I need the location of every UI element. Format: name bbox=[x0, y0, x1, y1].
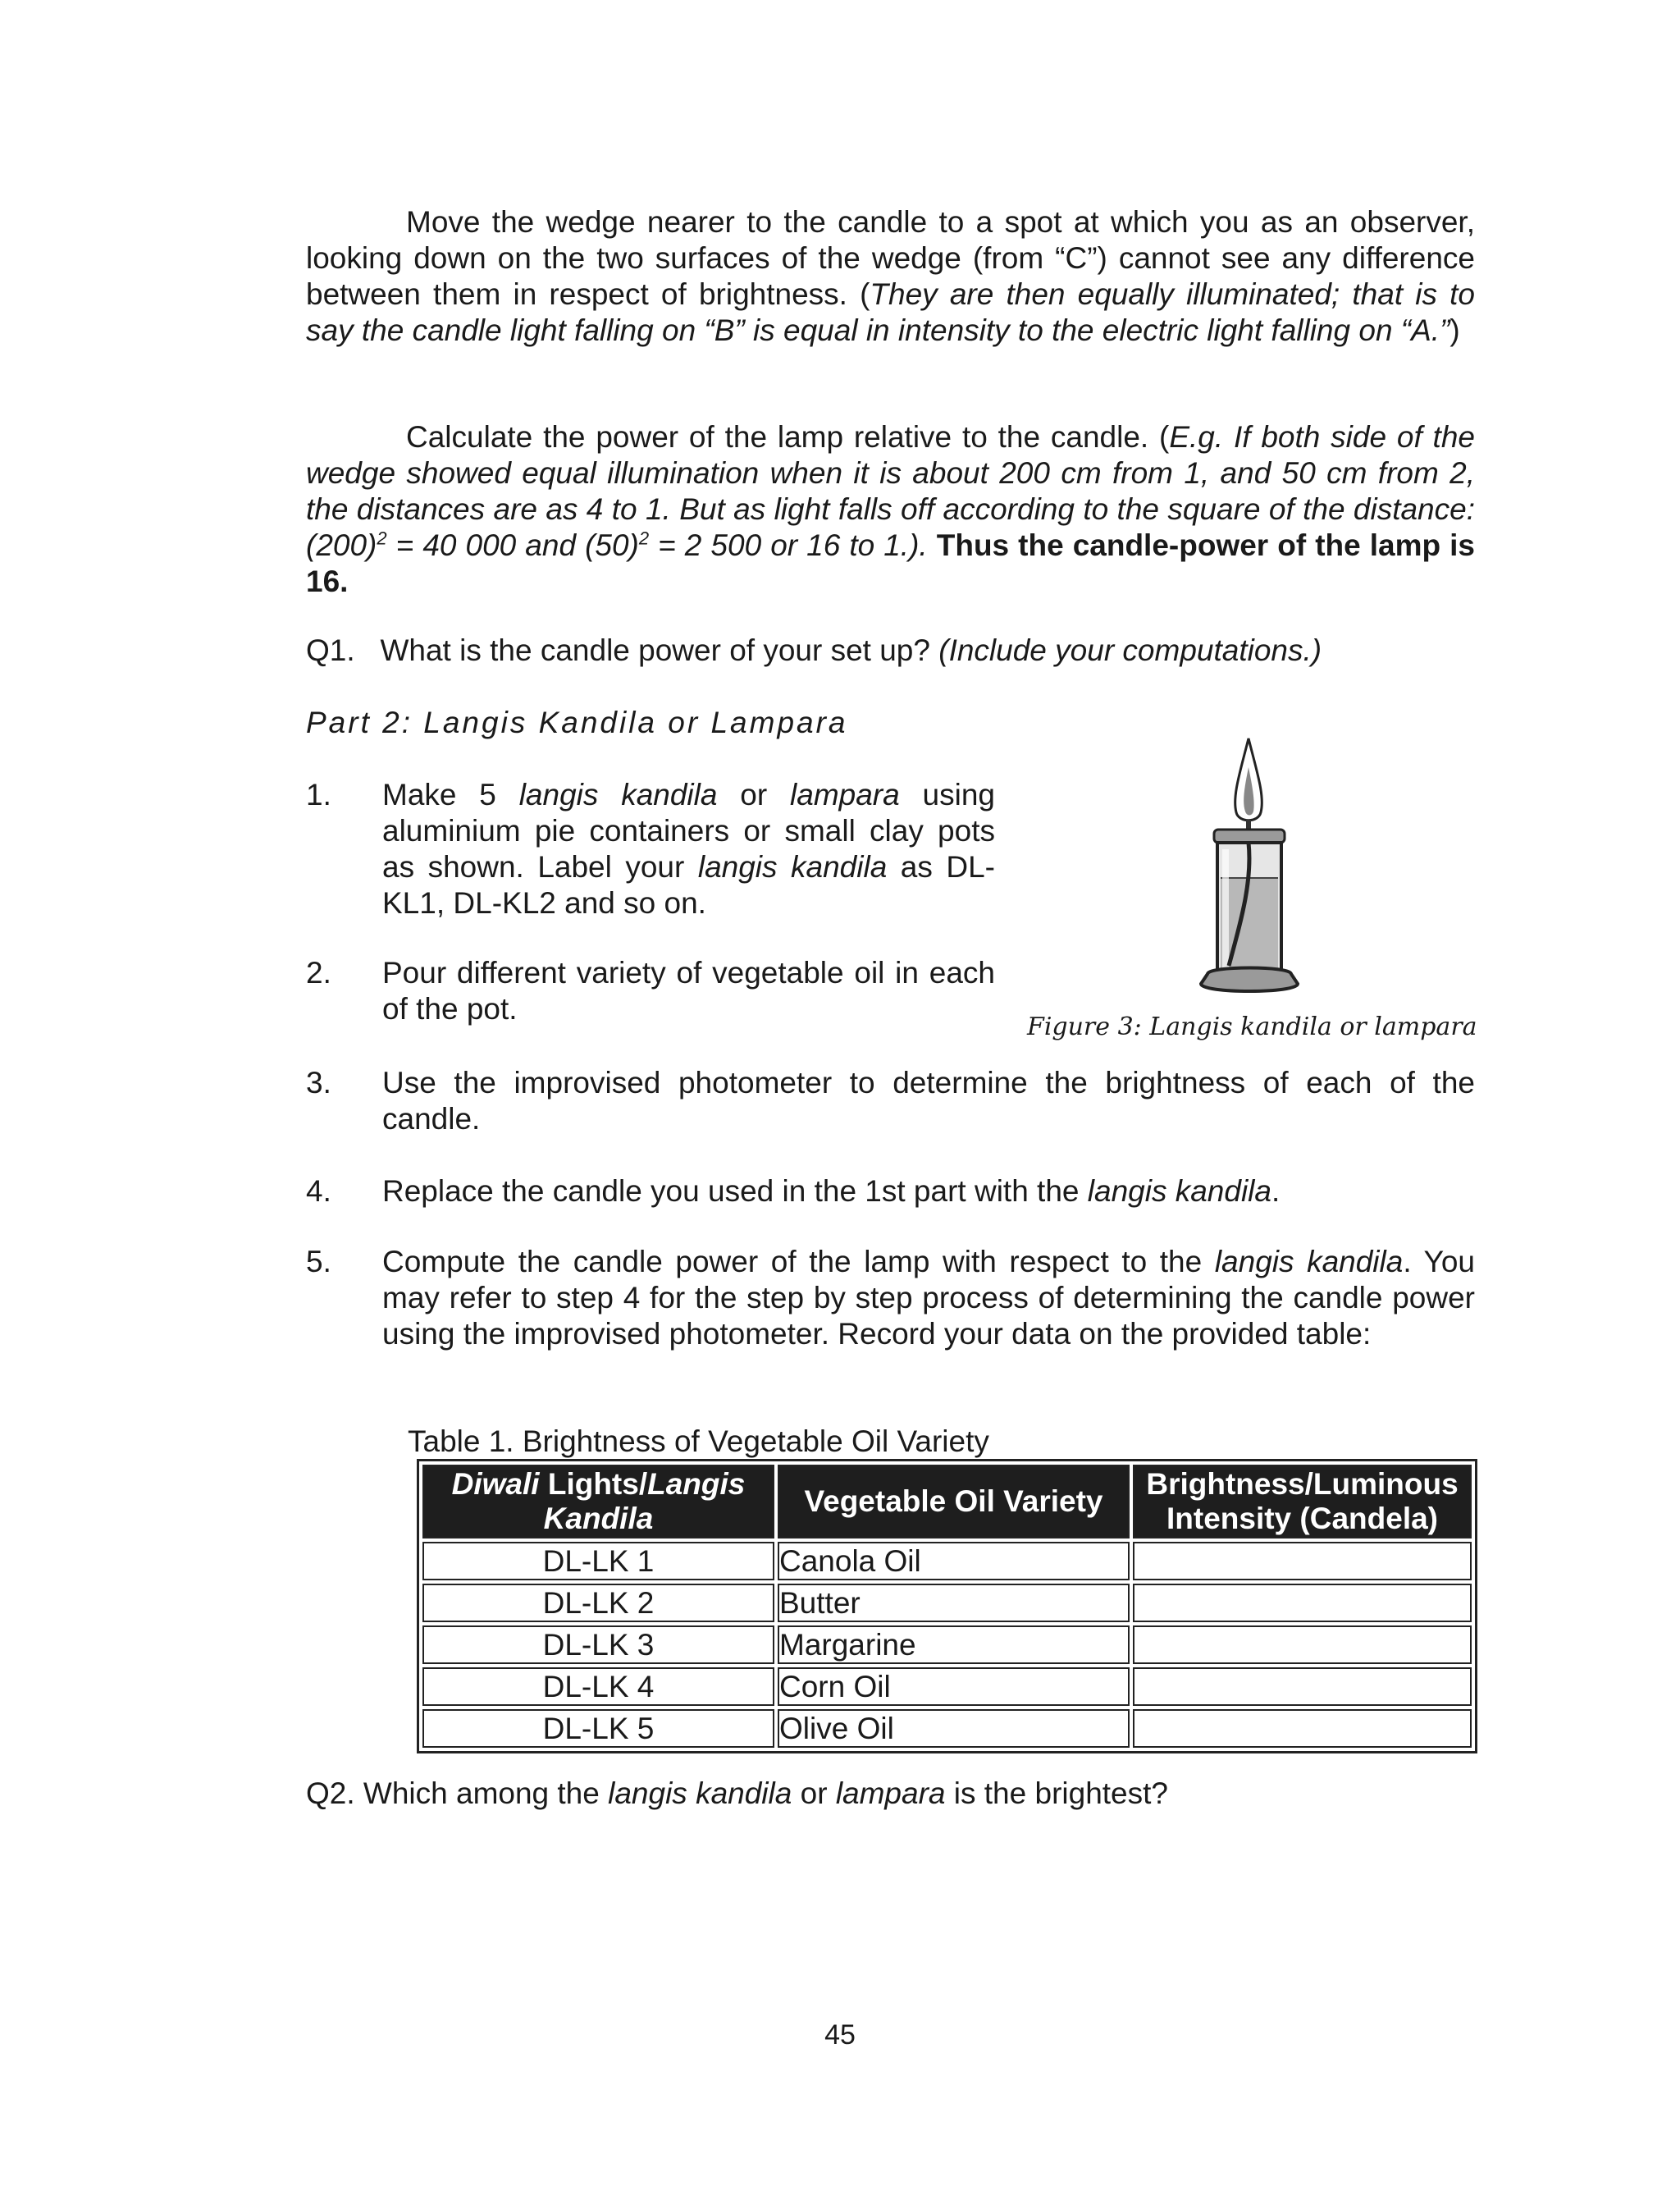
superscript: 2 bbox=[377, 528, 387, 549]
question-1 bbox=[306, 633, 1322, 669]
header-text: Lights/ bbox=[539, 1467, 648, 1501]
table-row bbox=[422, 1709, 1472, 1748]
cell-brightness bbox=[1133, 1584, 1472, 1622]
header-oil-variety: Vegetable Oil Variety bbox=[778, 1465, 1130, 1538]
table-row bbox=[422, 1584, 1472, 1622]
text: as DL-KL1, DL-KL2 and so on. bbox=[382, 850, 995, 920]
header-italic: Langis Kandila bbox=[543, 1467, 746, 1535]
cell-oil: Butter bbox=[778, 1584, 1130, 1622]
cell-lamp: DL-LK 5 bbox=[422, 1709, 774, 1748]
italic-text: langis kandila bbox=[697, 850, 888, 884]
cell-lamp: DL-LK 4 bbox=[422, 1667, 774, 1706]
cell-brightness bbox=[1133, 1542, 1472, 1580]
table-row bbox=[422, 1667, 1472, 1706]
question-text: What is the candle power of your set up? bbox=[380, 633, 939, 667]
question-italic: lampara bbox=[835, 1776, 946, 1810]
list-text: Use the improvised photometer to determine the brightness of each of the candle. bbox=[382, 1066, 1475, 1136]
list-number: 2. bbox=[306, 956, 331, 990]
header-lamp bbox=[422, 1465, 774, 1538]
cell-brightness bbox=[1133, 1667, 1472, 1706]
question-label: Q1. bbox=[306, 633, 355, 667]
list-item bbox=[306, 1065, 1475, 1139]
list-item bbox=[306, 777, 995, 925]
italic-text: langis kandila bbox=[1087, 1174, 1271, 1208]
cell-lamp: DL-LK 1 bbox=[422, 1542, 774, 1580]
list-number: 1. bbox=[306, 778, 331, 812]
list-text: Pour different variety of vegetable oil in each of the pot. bbox=[382, 956, 995, 1026]
text: Compute the candle power of the lamp with respect to the bbox=[382, 1245, 1215, 1278]
table-row bbox=[422, 1625, 1472, 1664]
table-header-row bbox=[422, 1465, 1472, 1538]
list-number: 3. bbox=[306, 1066, 331, 1100]
header-brightness: Brightness/Luminous Intensity (Candela) bbox=[1133, 1465, 1472, 1538]
question-text: or bbox=[792, 1776, 836, 1810]
oil-lamp-illustration bbox=[1150, 734, 1347, 1005]
question-text: Q2. Which among the bbox=[306, 1776, 609, 1810]
question-italic: (Include your computations.) bbox=[938, 633, 1322, 667]
list-text bbox=[382, 1244, 1475, 1352]
list-text bbox=[382, 1173, 1475, 1209]
paragraph-bold: Thus the candle-power of the lamp is 16. bbox=[306, 528, 1475, 598]
paragraph-text: Calculate the power of the lamp relative to the candle. ( bbox=[406, 420, 1170, 454]
section-heading: Part 2: Langis Kandila or Lampara bbox=[306, 706, 848, 739]
paragraph-text: Move the wedge nearer to the candle to a spot at which you as an observer, looking down on the two surfaces of the wedge (from “C”) cannot see any difference between them in respect of brightness. ( bbox=[306, 205, 1475, 311]
italic-text: E.g. If both side of the wedge showed equal illumination when it is about 200 cm from 1, and 50 cm from 2, the distances are as 4 to 1. But as light falls off according to the square of the distance: (200) bbox=[306, 420, 1475, 562]
table-row bbox=[422, 1542, 1472, 1580]
italic-text: = 40 000 and (50) bbox=[386, 528, 639, 562]
text: using aluminium pie containers or small clay pots as shown. Label your bbox=[382, 778, 995, 884]
cell-brightness bbox=[1133, 1709, 1472, 1748]
italic-text: = 2 500 or 16 to 1.). bbox=[649, 528, 928, 562]
question-italic: langis kandila bbox=[608, 1776, 792, 1810]
header-italic: Diwali bbox=[451, 1467, 540, 1501]
italic-text: langis kandila bbox=[518, 778, 718, 812]
lamp-base bbox=[1201, 968, 1298, 992]
cell-oil: Olive Oil bbox=[778, 1709, 1130, 1748]
brightness-table bbox=[417, 1459, 1477, 1753]
text: Make 5 bbox=[382, 778, 519, 812]
text: . You may refer to step 4 for the step by step process of determining the candle power using the improvised photometer. Record your data on the provided table: bbox=[382, 1245, 1475, 1351]
question-2 bbox=[306, 1776, 1168, 1812]
text: Replace the candle you used in the 1st part with the bbox=[382, 1174, 1088, 1208]
italic-text: lampara bbox=[790, 778, 900, 812]
text: . bbox=[1271, 1174, 1281, 1208]
list-item bbox=[306, 1244, 1475, 1392]
paragraph-wedge bbox=[306, 204, 1475, 349]
cell-oil: Margarine bbox=[778, 1625, 1130, 1664]
table-caption: Table 1. Brightness of Vegetable Oil Variety bbox=[408, 1424, 989, 1458]
italic-text: langis kandila bbox=[1214, 1245, 1404, 1278]
cell-oil: Corn Oil bbox=[778, 1667, 1130, 1706]
cell-lamp: DL-LK 3 bbox=[422, 1625, 774, 1664]
list-number: 4. bbox=[306, 1174, 331, 1208]
list-item bbox=[306, 955, 995, 1029]
lamp-lid bbox=[1214, 830, 1285, 843]
superscript: 2 bbox=[638, 528, 650, 549]
cell-oil: Canola Oil bbox=[778, 1542, 1130, 1580]
list-number: 5. bbox=[306, 1245, 331, 1278]
cell-brightness bbox=[1133, 1625, 1472, 1664]
paragraph-italic: They are then equally illuminated; that is to say the candle light falling on “B” is equal in intensity to the electric light falling on “A.” bbox=[306, 277, 1475, 347]
figure-caption: Figure 3: Langis kandila or lampara bbox=[1027, 1013, 1477, 1041]
page-number: 45 bbox=[824, 2019, 856, 2051]
question-text: is the brightest? bbox=[945, 1776, 1168, 1810]
cell-lamp: DL-LK 2 bbox=[422, 1584, 774, 1622]
list-text bbox=[382, 777, 995, 921]
paragraph-text: ) bbox=[1449, 313, 1460, 347]
list-item bbox=[306, 1173, 1475, 1211]
text: or bbox=[717, 778, 791, 812]
paragraph-calculate bbox=[306, 419, 1475, 600]
